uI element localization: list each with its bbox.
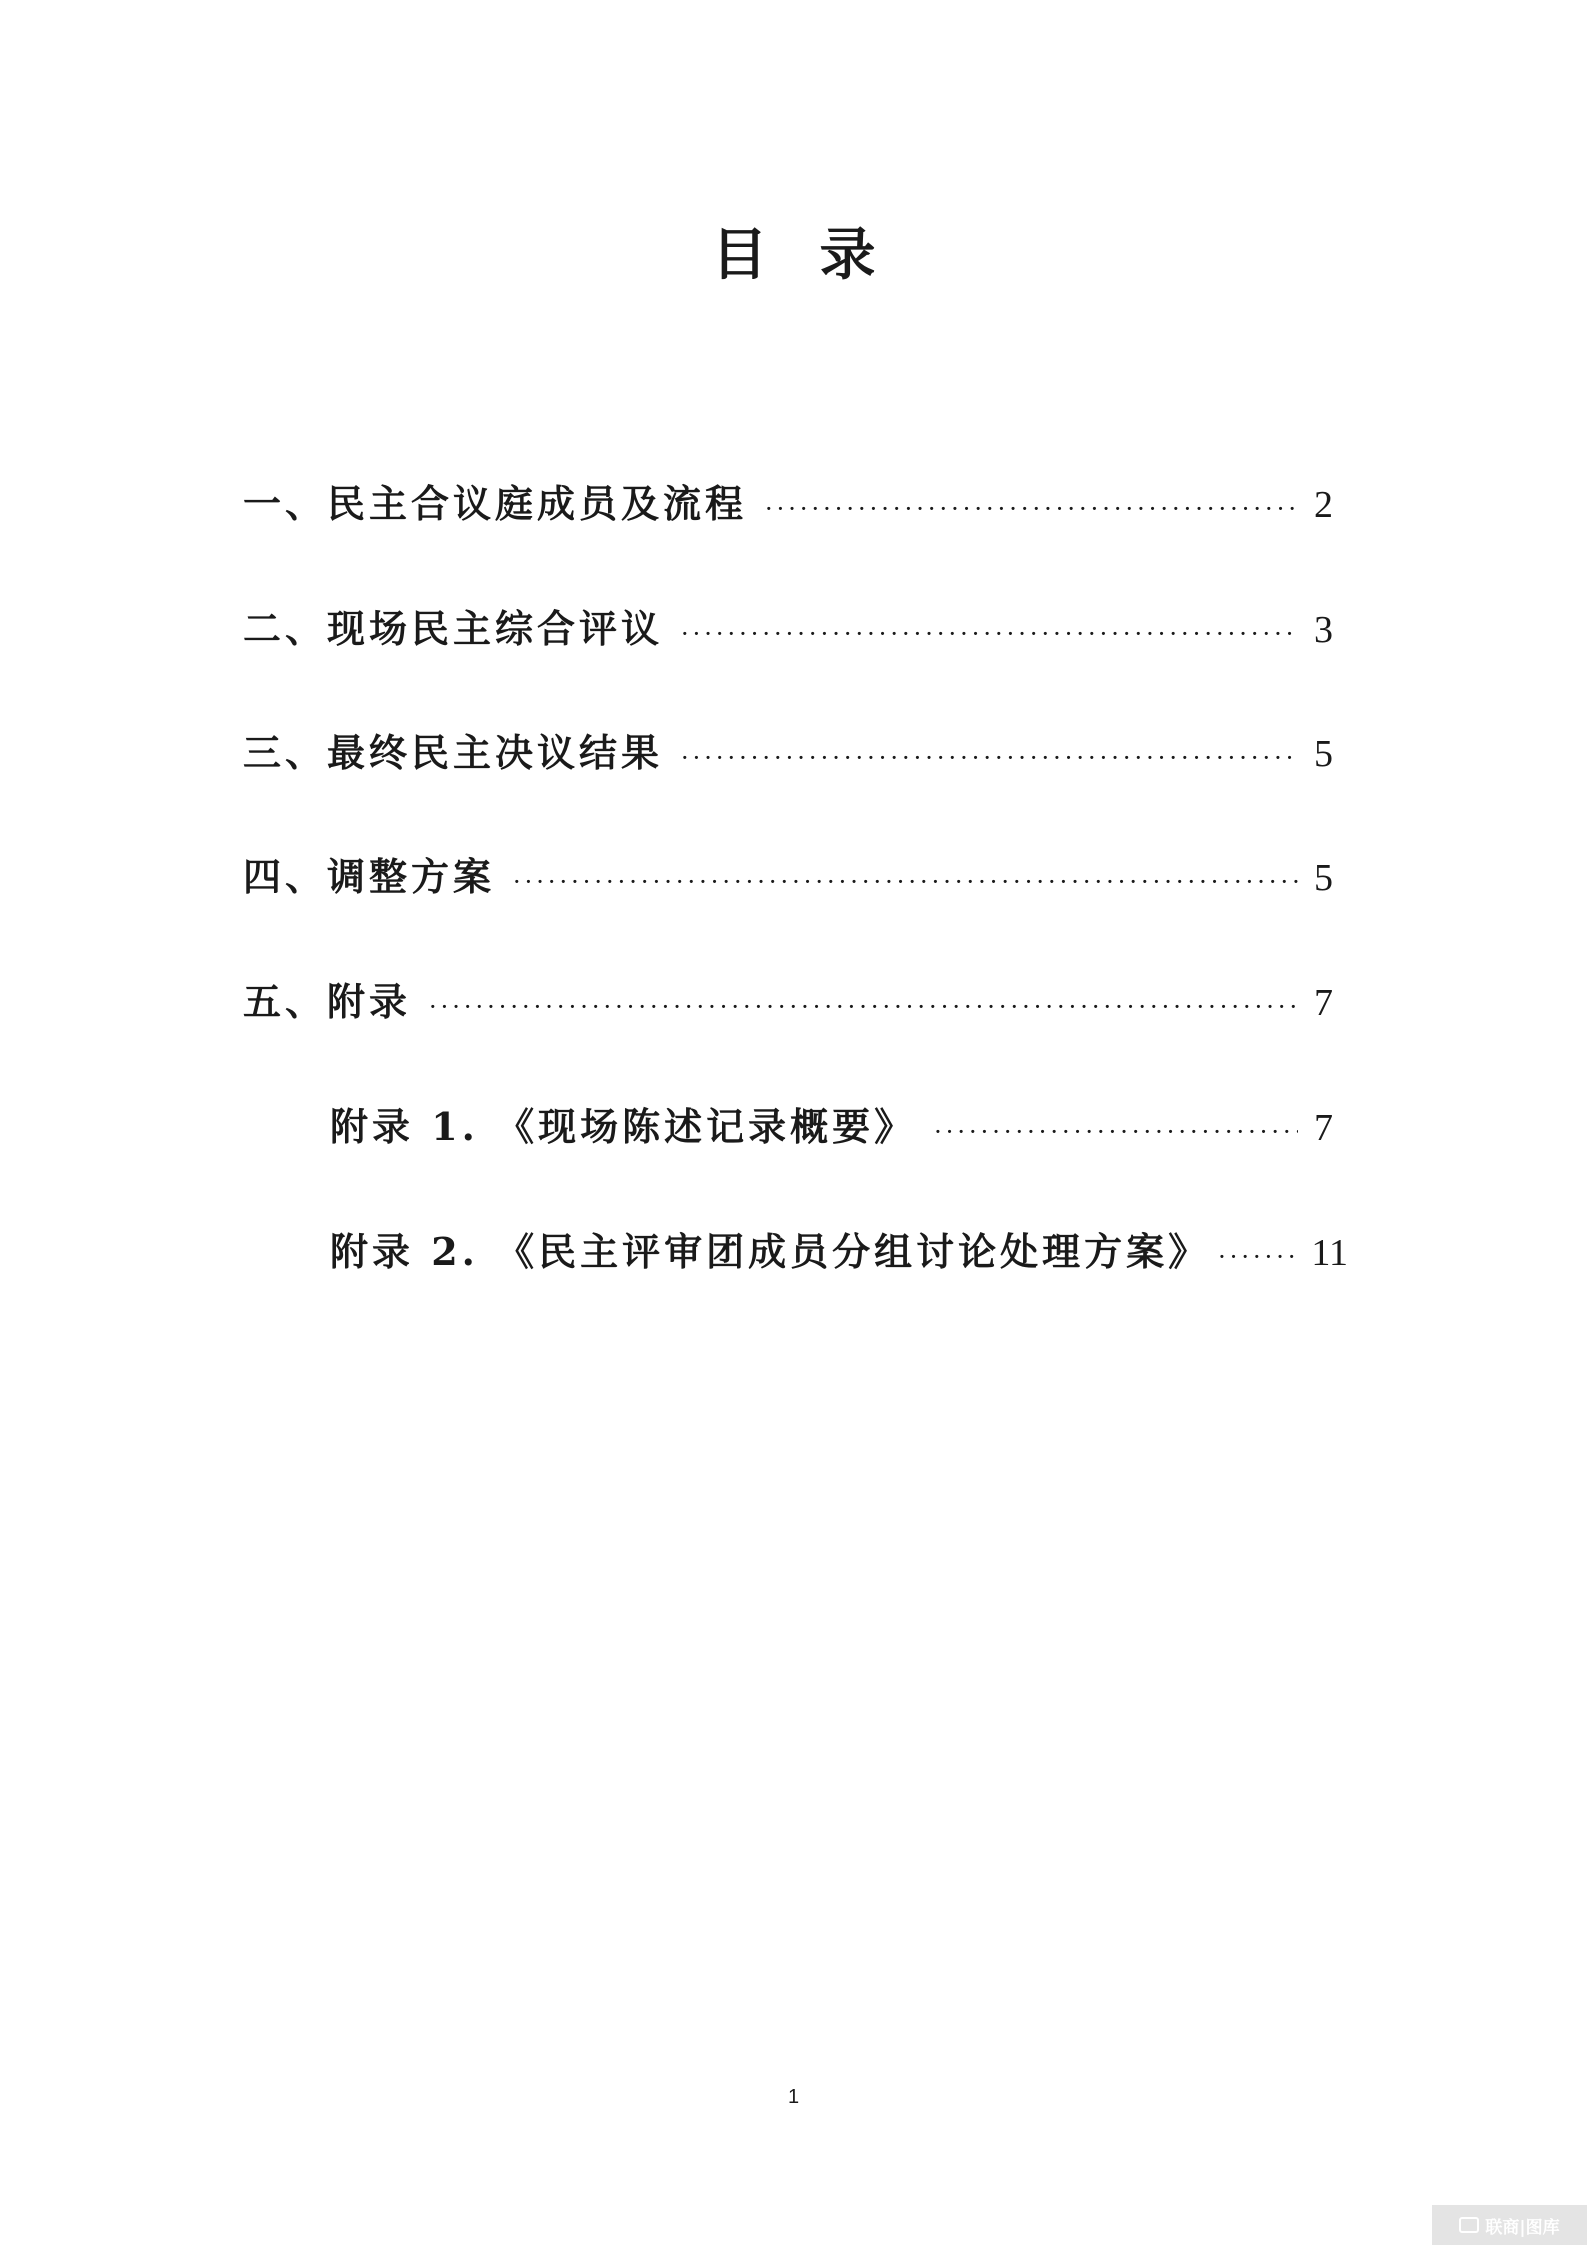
toc-entry-label: 五、附录 <box>243 979 412 1024</box>
toc-entry-label: 一、民主合议庭成员及流程 <box>243 481 748 526</box>
dot-leader <box>681 728 1298 788</box>
toc-entry-label: 附录 2. 《民主评审团成员分组讨论处理方案》 <box>330 1229 1211 1274</box>
toc-entry-label: 附录 1. 《现场陈述记录概要》 <box>330 1104 917 1149</box>
dot-leader <box>934 1102 1298 1162</box>
page-number: 1 <box>787 2086 800 2108</box>
toc-entry-appendix-2[interactable] <box>330 1222 1348 1282</box>
toc-entry-page: 2 <box>1314 484 1333 526</box>
toc-entry-label: 二、现场民主综合评议 <box>243 606 664 651</box>
watermark-text: 联商|图库 <box>1485 2217 1560 2238</box>
toc-entry-label: 四、调整方案 <box>243 854 496 899</box>
page-title: 目录 <box>711 222 928 288</box>
dot-leader <box>513 852 1298 912</box>
toc-entry-page: 3 <box>1314 609 1333 651</box>
dot-leader <box>765 479 1298 539</box>
toc-entry-appendix-1[interactable] <box>330 1097 1333 1157</box>
toc-entry-onsite-review[interactable] <box>243 599 1333 659</box>
toc-entry-appendix[interactable] <box>243 972 1333 1032</box>
toc-entry-page: 11 <box>1311 1232 1348 1274</box>
watermark-logo-icon <box>1459 2217 1479 2233</box>
dot-leader <box>429 977 1298 1037</box>
toc-entry-final-resolution[interactable] <box>243 723 1333 783</box>
watermark <box>1432 2205 1587 2245</box>
toc-entry-page: 5 <box>1314 857 1333 899</box>
toc-entry-adjustment-plan[interactable] <box>243 847 1333 907</box>
dot-leader <box>681 604 1298 664</box>
toc-entry-page: 5 <box>1314 733 1333 775</box>
toc-entry-page: 7 <box>1314 982 1333 1024</box>
dot-leader <box>1218 1227 1295 1287</box>
toc-entry-label: 三、最终民主决议结果 <box>243 730 664 775</box>
toc-entry-members-process[interactable] <box>243 474 1333 534</box>
toc-entry-page: 7 <box>1314 1107 1333 1149</box>
